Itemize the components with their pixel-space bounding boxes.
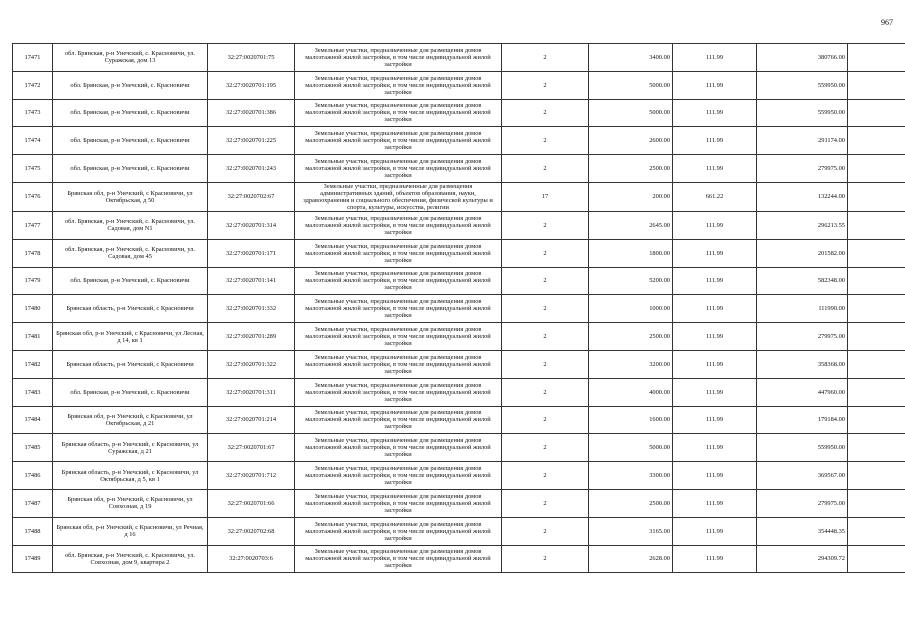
use-group-cell: 2 [502, 295, 589, 323]
specific-value-cell: 111.99 [673, 44, 757, 72]
area-cell: 5000.00 [589, 99, 673, 127]
row-number-cell: 17473 [13, 99, 53, 127]
row-number-cell: 17482 [13, 350, 53, 378]
specific-value-cell: 111.99 [673, 350, 757, 378]
table-row [13, 295, 905, 323]
address-cell: Брянская обл, р-н Унечский, с Красновичи, ул Речная, д 16 [53, 517, 208, 545]
row-number-cell: 17487 [13, 489, 53, 517]
cadastral-value-cell: 294309.72 [757, 545, 848, 573]
row-number-cell: 17475 [13, 155, 53, 183]
permitted-use-cell: Земельные участки, предназначенные для размещения домов малоэтажной жилой застройки, в том числе индивидуальной жилой застройки [295, 406, 502, 434]
table-row [13, 71, 905, 99]
area-cell: 3400.00 [589, 44, 673, 72]
cadastral-number-cell: 32:27:0020701:66 [208, 489, 295, 517]
specific-value-cell: 111.99 [673, 71, 757, 99]
row-number-cell: 17488 [13, 517, 53, 545]
table-row [13, 434, 905, 462]
cadastral-number-cell: 32:27:0020701:195 [208, 71, 295, 99]
cadastral-number-cell: 32:27:0020702:67 [208, 182, 295, 211]
use-group-cell: 2 [502, 545, 589, 573]
permitted-use-cell: Земельные участки, предназначенные для размещения административных зданий, объектов образования, науки, здравоохранения и социального обеспечения, физической культуры и спорта, культуры, искусства, религии [295, 182, 502, 211]
row-number-cell: 17481 [13, 323, 53, 351]
area-cell: 2500.00 [589, 155, 673, 183]
address-cell: Брянская область, р-н Унечский, с Красновичи [53, 350, 208, 378]
cadastral-number-cell: 32:27:0020701:171 [208, 239, 295, 267]
table-row [13, 182, 905, 211]
row-number-cell: 17476 [13, 182, 53, 211]
permitted-use-cell: Земельные участки, предназначенные для размещения домов малоэтажной жилой застройки, в том числе индивидуальной жилой застройки [295, 239, 502, 267]
address-cell: Брянская область, р-н Унечский, с Красновичи [53, 295, 208, 323]
specific-value-cell: 111.99 [673, 239, 757, 267]
cadastral-number-cell: 32:27:0020701:314 [208, 211, 295, 239]
use-group-cell: 2 [502, 44, 589, 72]
area-cell: 2500.00 [589, 323, 673, 351]
table-row [13, 462, 905, 490]
address-cell: Брянская область, р-н Унечский, с Красновичи, ул Октябрьская, д 5, кв 1 [53, 462, 208, 490]
cadastral-value-cell: 582348.00 [757, 267, 848, 295]
cadastral-value-cell: 559950.00 [757, 71, 848, 99]
permitted-use-cell: Земельные участки, предназначенные для размещения домов малоэтажной жилой застройки, в том числе индивидуальной жилой застройки [295, 434, 502, 462]
use-group-cell: 2 [502, 434, 589, 462]
use-group-cell: 2 [502, 155, 589, 183]
permitted-use-cell: Земельные участки, предназначенные для размещения домов малоэтажной жилой застройки, в том числе индивидуальной жилой застройки [295, 489, 502, 517]
address-cell: обл. Брянская, р-н Унечский, с. Красновичи, ул. Суражская, дом 13 [53, 44, 208, 72]
permitted-use-cell: Земельные участки, предназначенные для размещения домов малоэтажной жилой застройки, в том числе индивидуальной жилой застройки [295, 323, 502, 351]
table-row [13, 99, 905, 127]
area-cell: 3165.00 [589, 517, 673, 545]
empty-cell [848, 489, 905, 517]
permitted-use-cell: Земельные участки, предназначенные для размещения домов малоэтажной жилой застройки, в том числе индивидуальной жилой застройки [295, 211, 502, 239]
empty-cell [848, 99, 905, 127]
area-cell: 5000.00 [589, 71, 673, 99]
table-row [13, 517, 905, 545]
specific-value-cell: 111.99 [673, 267, 757, 295]
row-number-cell: 17486 [13, 462, 53, 490]
specific-value-cell: 111.99 [673, 295, 757, 323]
permitted-use-cell: Земельные участки, предназначенные для размещения домов малоэтажной жилой застройки, в том числе индивидуальной жилой застройки [295, 155, 502, 183]
specific-value-cell: 111.99 [673, 406, 757, 434]
empty-cell [848, 295, 905, 323]
permitted-use-cell: Земельные участки, предназначенные для размещения домов малоэтажной жилой застройки, в том числе индивидуальной жилой застройки [295, 517, 502, 545]
page-number: 967 [881, 18, 893, 27]
empty-cell [848, 378, 905, 406]
table-row [13, 239, 905, 267]
address-cell: обл. Брянская, р-н Унечский, с. Красновичи [53, 378, 208, 406]
address-cell: Брянская область, р-н Унечский, с Красновичи, ул Суражская, д 21 [53, 434, 208, 462]
permitted-use-cell: Земельные участки, предназначенные для размещения домов малоэтажной жилой застройки, в том числе индивидуальной жилой застройки [295, 350, 502, 378]
area-cell: 4000.00 [589, 378, 673, 406]
cadastral-value-cell: 279975.00 [757, 323, 848, 351]
permitted-use-cell: Земельные участки, предназначенные для размещения домов малоэтажной жилой застройки, в том числе индивидуальной жилой застройки [295, 378, 502, 406]
empty-cell [848, 350, 905, 378]
row-number-cell: 17477 [13, 211, 53, 239]
address-cell: обл. Брянская, р-н Унечский, с. Красновичи [53, 71, 208, 99]
cadastral-number-cell: 32:27:0020701:311 [208, 378, 295, 406]
use-group-cell: 2 [502, 350, 589, 378]
empty-cell [848, 517, 905, 545]
land-registry-table [12, 43, 905, 573]
use-group-cell: 2 [502, 127, 589, 155]
use-group-cell: 2 [502, 378, 589, 406]
cadastral-value-cell: 354448.35 [757, 517, 848, 545]
specific-value-cell: 111.99 [673, 517, 757, 545]
permitted-use-cell: Земельные участки, предназначенные для размещения домов малоэтажной жилой застройки, в том числе индивидуальной жилой застройки [295, 71, 502, 99]
specific-value-cell: 111.99 [673, 545, 757, 573]
area-cell: 2645.00 [589, 211, 673, 239]
cadastral-value-cell: 201582.00 [757, 239, 848, 267]
use-group-cell: 2 [502, 517, 589, 545]
cadastral-value-cell: 179184.00 [757, 406, 848, 434]
address-cell: Брянская обл, р-н Унечский, с Красновичи, ул Совхозная, д 19 [53, 489, 208, 517]
use-group-cell: 2 [502, 239, 589, 267]
empty-cell [848, 71, 905, 99]
use-group-cell: 17 [502, 182, 589, 211]
empty-cell [848, 434, 905, 462]
address-cell: обл. Брянская, р-н Унечский, с. Красновичи, ул. Совхозная, дом 9, квартира 2 [53, 545, 208, 573]
row-number-cell: 17489 [13, 545, 53, 573]
specific-value-cell: 111.99 [673, 323, 757, 351]
area-cell: 1000.00 [589, 295, 673, 323]
table-row [13, 323, 905, 351]
row-number-cell: 17485 [13, 434, 53, 462]
address-cell: обл. Брянская, р-н Унечский, с. Красновичи [53, 99, 208, 127]
specific-value-cell: 111.99 [673, 127, 757, 155]
table-row [13, 545, 905, 573]
cadastral-number-cell: 32:27:0020701:243 [208, 155, 295, 183]
specific-value-cell: 661.22 [673, 182, 757, 211]
area-cell: 5000.00 [589, 434, 673, 462]
table-row [13, 489, 905, 517]
address-cell: Брянская обл, р-н Унечский, с Красновичи, ул Октябрьская, д 50 [53, 182, 208, 211]
use-group-cell: 2 [502, 406, 589, 434]
cadastral-value-cell: 559950.00 [757, 434, 848, 462]
empty-cell [848, 406, 905, 434]
table-row [13, 155, 905, 183]
address-cell: Брянская обл, р-н Унечский, с Красновичи, ул Лесная, д 14, кв 1 [53, 323, 208, 351]
use-group-cell: 2 [502, 489, 589, 517]
table-row [13, 44, 905, 72]
permitted-use-cell: Земельные участки, предназначенные для размещения домов малоэтажной жилой застройки, в том числе индивидуальной жилой застройки [295, 545, 502, 573]
table-row [13, 127, 905, 155]
row-number-cell: 17484 [13, 406, 53, 434]
permitted-use-cell: Земельные участки, предназначенные для размещения домов малоэтажной жилой застройки, в том числе индивидуальной жилой застройки [295, 267, 502, 295]
cadastral-number-cell: 32:27:0020701:386 [208, 99, 295, 127]
cadastral-number-cell: 32:27:0020701:712 [208, 462, 295, 490]
area-cell: 3200.00 [589, 350, 673, 378]
specific-value-cell: 111.99 [673, 462, 757, 490]
permitted-use-cell: Земельные участки, предназначенные для размещения домов малоэтажной жилой застройки, в том числе индивидуальной жилой застройки [295, 127, 502, 155]
area-cell: 200.00 [589, 182, 673, 211]
cadastral-number-cell: 32:27:0020703:6 [208, 545, 295, 573]
empty-cell [848, 545, 905, 573]
specific-value-cell: 111.99 [673, 378, 757, 406]
use-group-cell: 2 [502, 462, 589, 490]
cadastral-value-cell: 296213.55 [757, 211, 848, 239]
table-row [13, 211, 905, 239]
cadastral-number-cell: 32:27:0020701:289 [208, 323, 295, 351]
empty-cell [848, 44, 905, 72]
row-number-cell: 17474 [13, 127, 53, 155]
specific-value-cell: 111.99 [673, 489, 757, 517]
empty-cell [848, 323, 905, 351]
specific-value-cell: 111.99 [673, 434, 757, 462]
row-number-cell: 17479 [13, 267, 53, 295]
area-cell: 2500.00 [589, 489, 673, 517]
row-number-cell: 17483 [13, 378, 53, 406]
table-row [13, 378, 905, 406]
permitted-use-cell: Земельные участки, предназначенные для размещения домов малоэтажной жилой застройки, в том числе индивидуальной жилой застройки [295, 462, 502, 490]
specific-value-cell: 111.99 [673, 99, 757, 127]
use-group-cell: 2 [502, 71, 589, 99]
address-cell: обл. Брянская, р-н Унечский, с. Красновичи, ул. Садовая, дом N1 [53, 211, 208, 239]
cadastral-number-cell: 32:27:0020701:332 [208, 295, 295, 323]
area-cell: 1600.00 [589, 406, 673, 434]
empty-cell [848, 239, 905, 267]
area-cell: 2628.00 [589, 545, 673, 573]
address-cell: Брянская обл, р-н Унечский, с Красновичи, ул Октябрьская, д 21 [53, 406, 208, 434]
cadastral-value-cell: 559950.00 [757, 99, 848, 127]
cadastral-value-cell: 447960.00 [757, 378, 848, 406]
row-number-cell: 17478 [13, 239, 53, 267]
cadastral-number-cell: 32:27:0020701:75 [208, 44, 295, 72]
use-group-cell: 2 [502, 323, 589, 351]
cadastral-value-cell: 380766.00 [757, 44, 848, 72]
table-row [13, 406, 905, 434]
address-cell: обл. Брянская, р-н Унечский, с. Красновичи, ул. Садовая, дом 45 [53, 239, 208, 267]
area-cell: 2600.00 [589, 127, 673, 155]
cadastral-number-cell: 32:27:0020701:141 [208, 267, 295, 295]
cadastral-number-cell: 32:27:0020702:68 [208, 517, 295, 545]
cadastral-number-cell: 32:27:0020701:322 [208, 350, 295, 378]
specific-value-cell: 111.99 [673, 211, 757, 239]
cadastral-number-cell: 32:27:0020701:225 [208, 127, 295, 155]
row-number-cell: 17471 [13, 44, 53, 72]
empty-cell [848, 462, 905, 490]
cadastral-value-cell: 279975.00 [757, 155, 848, 183]
cadastral-value-cell: 291174.00 [757, 127, 848, 155]
area-cell: 3300.00 [589, 462, 673, 490]
empty-cell [848, 155, 905, 183]
use-group-cell: 2 [502, 211, 589, 239]
area-cell: 1800.00 [589, 239, 673, 267]
cadastral-number-cell: 32:27:0020701:214 [208, 406, 295, 434]
empty-cell [848, 182, 905, 211]
empty-cell [848, 127, 905, 155]
address-cell: обл. Брянская, р-н Унечский, с. Красновичи [53, 267, 208, 295]
address-cell: обл. Брянская, р-н Унечский, с. Красновичи [53, 127, 208, 155]
cadastral-value-cell: 369567.00 [757, 462, 848, 490]
empty-cell [848, 267, 905, 295]
cadastral-value-cell: 132244.00 [757, 182, 848, 211]
land-registry-body [13, 44, 905, 573]
cadastral-number-cell: 32:27:0020701:67 [208, 434, 295, 462]
area-cell: 5200.00 [589, 267, 673, 295]
use-group-cell: 2 [502, 99, 589, 127]
permitted-use-cell: Земельные участки, предназначенные для размещения домов малоэтажной жилой застройки, в том числе индивидуальной жилой застройки [295, 295, 502, 323]
permitted-use-cell: Земельные участки, предназначенные для размещения домов малоэтажной жилой застройки, в том числе индивидуальной жилой застройки [295, 44, 502, 72]
permitted-use-cell: Земельные участки, предназначенные для размещения домов малоэтажной жилой застройки, в том числе индивидуальной жилой застройки [295, 99, 502, 127]
use-group-cell: 2 [502, 267, 589, 295]
row-number-cell: 17472 [13, 71, 53, 99]
table-row [13, 350, 905, 378]
cadastral-value-cell: 111990.00 [757, 295, 848, 323]
address-cell: обл. Брянская, р-н Унечский, с. Красновичи [53, 155, 208, 183]
row-number-cell: 17480 [13, 295, 53, 323]
cadastral-value-cell: 358368.00 [757, 350, 848, 378]
specific-value-cell: 111.99 [673, 155, 757, 183]
empty-cell [848, 211, 905, 239]
table-row [13, 267, 905, 295]
cadastral-value-cell: 279975.00 [757, 489, 848, 517]
